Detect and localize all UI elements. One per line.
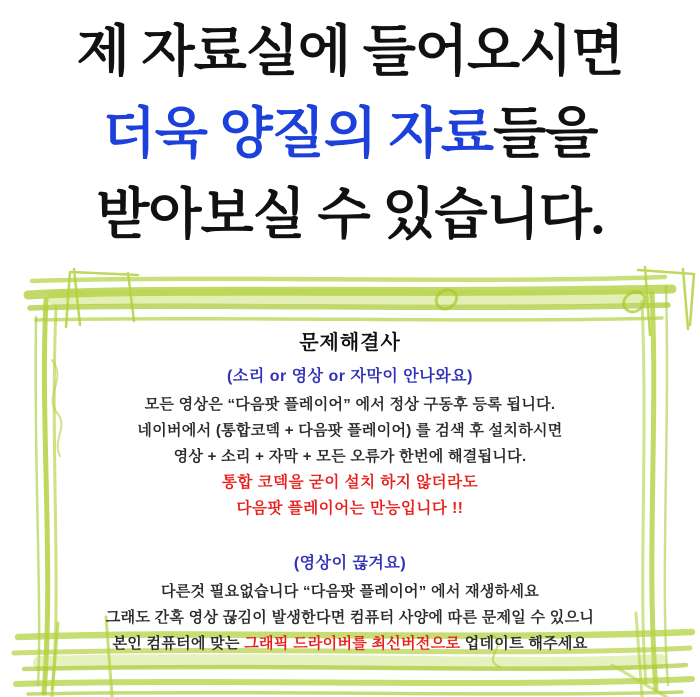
troubleshooter-title: 문제해결사 — [299, 332, 401, 354]
section2-heading: (영상이 끊겨요) — [293, 555, 407, 572]
banner-line-2 — [0, 102, 700, 166]
section2-last-line-suffix: 업데이트 해주세요 — [460, 635, 588, 652]
section1-line: 모든 영상은 “다음팟 플레이어” 에서 정상 구동후 등록 됩니다. — [144, 396, 556, 413]
section2-last-line — [40, 631, 660, 657]
section1-warning-line: 통합 코덱을 굳이 설치 하지 않더라도 — [221, 474, 479, 491]
troubleshooter-box — [40, 326, 660, 657]
section1-line: 영상 + 소리 + 자막 + 모든 오류가 한번에 해결됩니다. — [173, 448, 527, 465]
banner-line-2-highlight: 더욱 양질의 자료 — [102, 103, 494, 164]
section1-line: 네이버에서 (통합코덱 + 다음팟 플레이어) 를 검색 후 설치하시면 — [137, 422, 563, 439]
banner-line-2-rest: 들을 — [493, 103, 598, 164]
section1-warning-line: 다음팟 플레이어는 만능입니다 !! — [236, 500, 464, 517]
banner-line-3: 받아보실 수 있습니다. — [96, 184, 604, 245]
section2-last-line-highlight: 그래픽 드라이버를 최신버전으로 — [244, 635, 461, 652]
section2-last-line-prefix: 본인 컴퓨터에 맞는 — [112, 635, 245, 652]
section1-heading: (소리 or 영상 or 자막이 안나와요) — [227, 368, 473, 385]
banner-line-1: 제 자료실에 들어오시면 — [76, 21, 624, 82]
section2-line: 다른것 필요없습니다 “다음팟 플레이어” 에서 재생하세요 — [160, 583, 540, 600]
section2-line: 그래도 간혹 영상 끊김이 발생한다면 컴퓨터 사양에 따른 문제일 수 있으니 — [105, 609, 595, 626]
